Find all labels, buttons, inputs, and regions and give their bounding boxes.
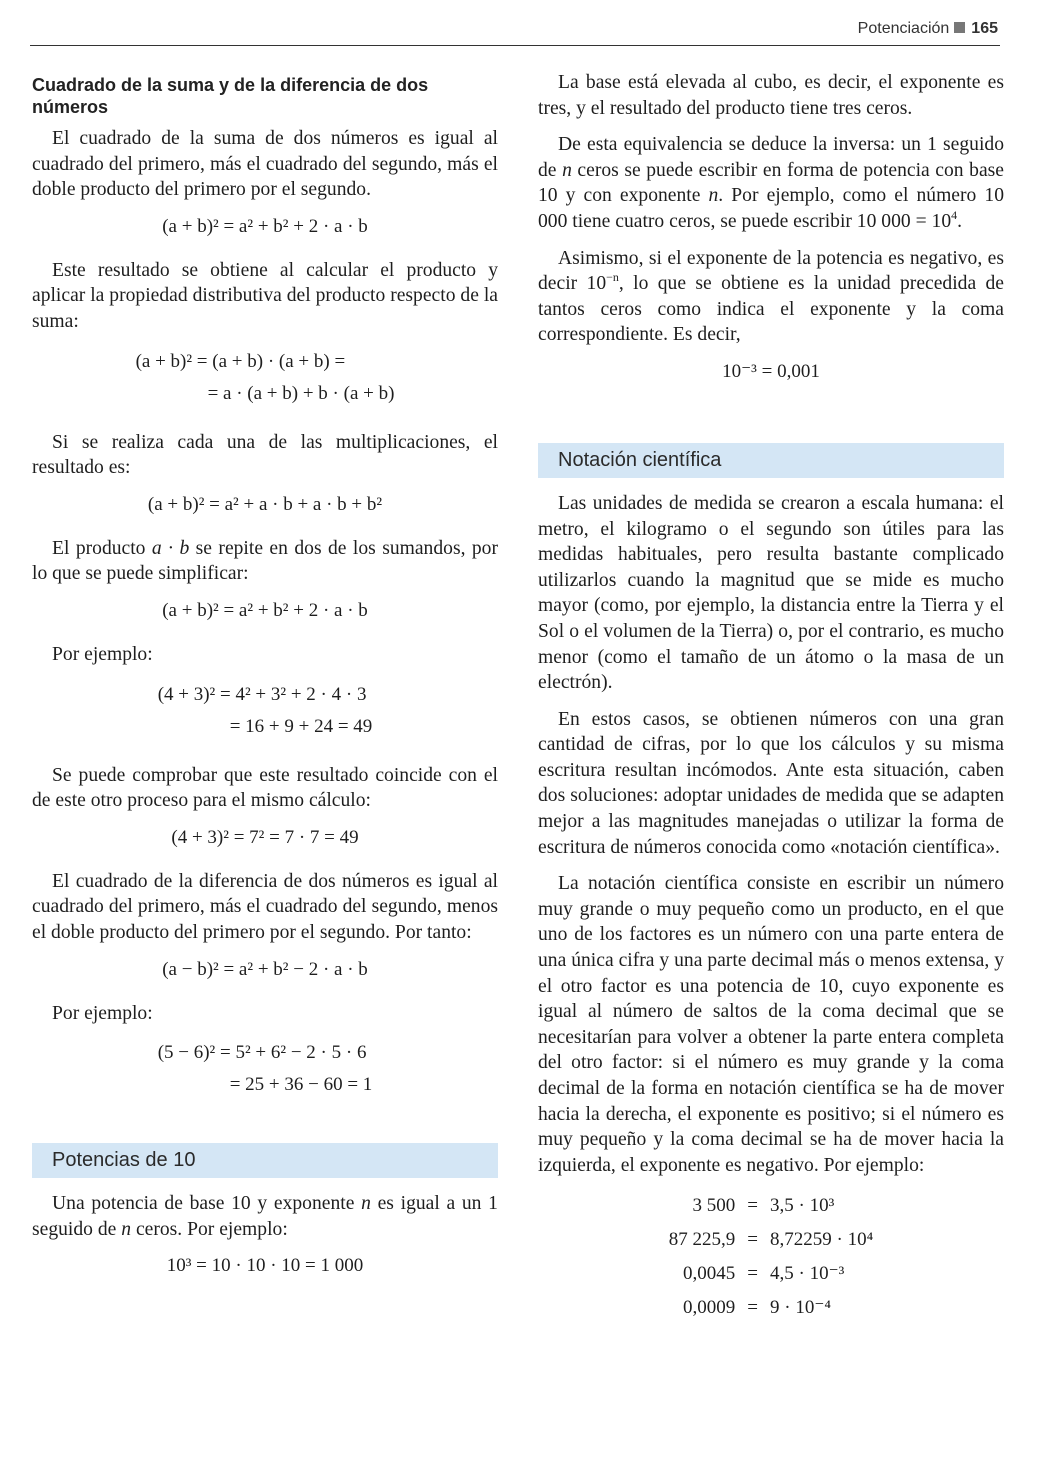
inline-math: a · b <box>151 537 190 559</box>
section-band-potencias: Potencias de 10 <box>32 1143 498 1178</box>
section-band-notacion: Notación científica <box>538 443 1004 478</box>
paragraph: Por ejemplo: <box>52 643 153 665</box>
example-row: 0,0009 = 9 · 10⁻⁴ <box>683 1297 831 1319</box>
equation-line: (a + b)² = (a + b) · (a + b) = <box>135 350 346 372</box>
paragraph: En estos casos, se obtienen números con una gran cantidad de cifras, por lo que los cálculos y su misma escritura resultan incómodos. Ante esta situación, caben dos soluciones: adoptar unidades de medida que se adapten mejor a las magnitudes manejadas o utilizar la forma de escritura de números conocida como «notación científica». <box>538 708 1004 858</box>
equation-block <box>132 346 399 410</box>
right-column <box>538 70 1004 1345</box>
paragraph: Las unidades de medida se crearon a escala humana: el metro, el kilogramo o el segundo son útiles para las medidas habituales, pero resulta bastante complicado utilizarlos cuando la magnitud que se mide es mucho mayor (como, por ejemplo, la distancia entre la Tierra y el Sol o el volumen de la Tierra) o, por el contrario, es mucho menor (como el tamaño de un átomo o la masa de un electrón). <box>538 492 1004 694</box>
equation-line: = a · (a + b) + b · (a + b) <box>207 382 395 404</box>
paragraph: De esta equivalencia se deduce la inversa: un 1 seguido de n ceros se puede escribir en forma de potencia con base 10 y con exponente n. Por ejemplo, como el número 10 000 tiene cuatro ceros, se puede escribir 10 $000 = 10^4$. <box>538 134 1004 232</box>
paragraph: El cuadrado de la suma de dos números es igual al cuadrado del primero, más el cuadrado del segundo, más el doble producto del primero por el segundo. <box>32 128 498 201</box>
equation-line: = 25 + 36 − 60 = 1 <box>229 1074 373 1096</box>
scientific-notation-examples <box>663 1189 879 1325</box>
equation: (a + b)² = a² + b² + 2 · a · b <box>162 599 368 621</box>
paragraph: El producto a · b se repite en dos de los sumandos, por lo que se puede simplificar: <box>32 537 499 585</box>
equation: (4 + 3)² = 7² = 7 · 7 = 49 <box>171 826 359 848</box>
paragraph: El cuadrado de la diferencia de dos números es igual al cuadrado del primero, más el cuadrado del segundo, menos el doble producto del primero por el segundo. Por tanto: <box>32 870 498 943</box>
equation-line: (4 + 3)² = 4² + 3² + 2 · 4 · 3 <box>157 683 367 705</box>
equation: 10⁻³ = 0,001 <box>722 360 820 382</box>
header-rule <box>30 45 1000 46</box>
equation-block <box>154 679 377 743</box>
paragraph: Si se realiza cada una de las multiplicaciones, el resultado es: <box>32 431 498 479</box>
running-header <box>858 20 998 38</box>
paragraph: Se puede comprobar que este resultado coincide con el de este otro proceso para el mismo cálculo: <box>32 764 498 812</box>
paragraph: La notación científica consiste en escribir un número muy grande o muy pequeño como un producto, en el que uno de los factores es un número con una parte entera de una única cifra y una parte decimal más o menos extensa, y el otro factor es una potencia de 10, cuyo exponente es igual al número de saltos de la coma decimal que se necesitarían para volver a obtener la parte entera completa del otro factor: si el número es muy grande y la coma decimal de la forma en notación científica se ha de mover hacia la derecha, el exponente es positivo; si el número es muy pequeño y la coma decimal se ha de mover hacia la izquierda, el exponente es negativo. Por ejemplo: <box>538 873 1004 1176</box>
paragraph: Por ejemplo: <box>52 1002 153 1024</box>
chapter-title: Potenciación <box>857 20 950 37</box>
example-row: 0,0045 = 4,5 · 10⁻³ <box>683 1263 845 1285</box>
left-column <box>32 70 498 1297</box>
paragraph: La base está elevada al cubo, es decir, el exponente es tres, y el resultado del producto tiene tres ceros. <box>538 72 1004 119</box>
example-row: 3 500 = 3,5 · 10³ <box>692 1195 835 1217</box>
equation: (a + b)² = a² + b² + 2 · a · b <box>162 215 368 237</box>
square-bullet-icon <box>954 22 965 33</box>
equation: 10³ = 10 · 10 · 10 = 1 000 <box>166 1255 364 1277</box>
equation-line: (5 − 6)² = 5² + 6² − 2 · 5 · 6 <box>157 1042 367 1064</box>
page-number: 165 <box>971 20 998 37</box>
paragraph: Una potencia de base 10 y exponente n es igual a un 1 seguido de n ceros. Por ejemplo: <box>32 1193 498 1240</box>
section-heading-cuadrado: Cuadrado de la suma y de la diferencia de dos números <box>32 75 429 117</box>
equation: (a − b)² = a² + b² − 2 · a · b <box>162 958 368 980</box>
example-row: 87 225,9 = 8,72259 · 10⁴ <box>668 1229 874 1251</box>
equation-line: = 16 + 9 + 24 = 49 <box>229 715 373 737</box>
paragraph: Este resultado se obtiene al calcular el producto y aplicar la propiedad distributiva del producto respecto de la suma: <box>32 259 498 332</box>
equation: (a + b)² = a² + a · b + a · b + b² <box>147 493 383 515</box>
equation-block <box>154 1037 377 1101</box>
paragraph: Asimismo, si el exponente de la potencia es negativo, es decir $10^{-n}$, lo que se obtiene es la unidad precedida de tantos ceros como indica el exponente y la coma correspondiente. Es decir, <box>538 247 1004 346</box>
